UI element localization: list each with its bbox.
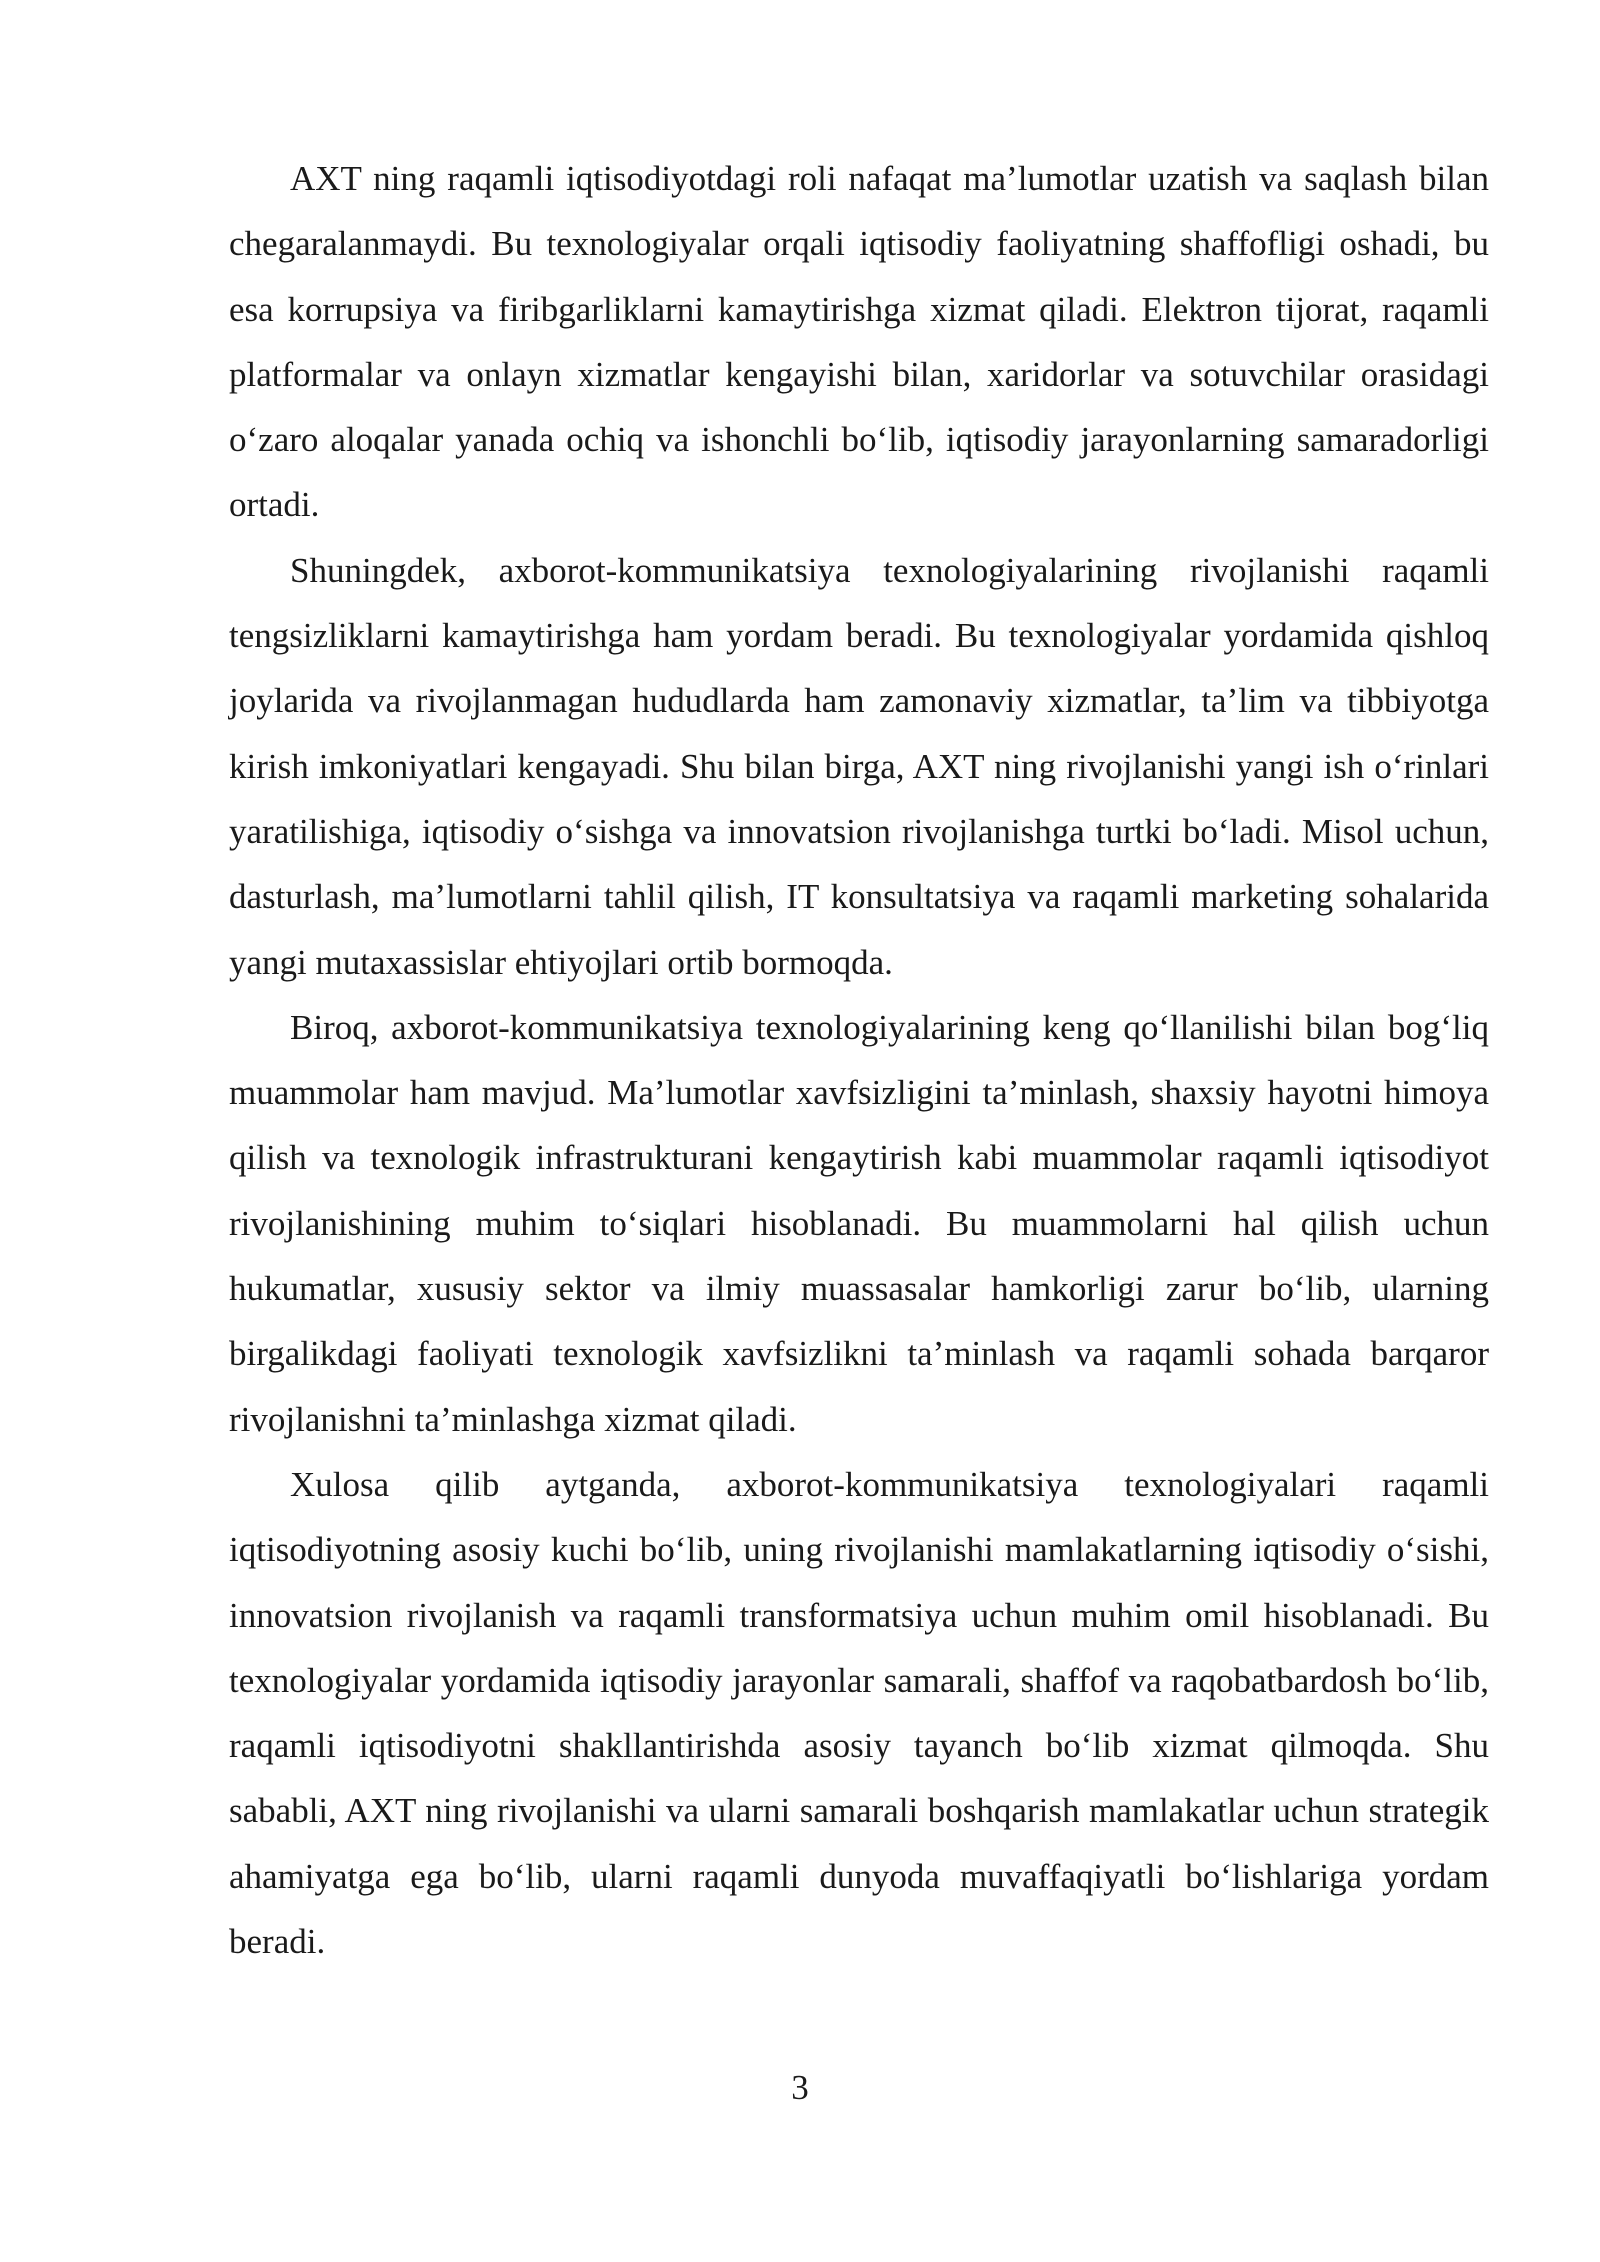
paragraph-2: Shuningdek, axborot-kommunikatsiya texnologiyalarining rivojlanishi raqamli tengsizliklarni kamaytirishga ham yordam beradi. Bu texnologiyalar yordamida qishloq joylarida va rivojlanmagan hududlarda ham zamonaviy xizmatlar, ta’lim va tibbiyotga kirish imkoniyatlari kengayadi. Shu bilan birga, AXT ning rivojlanishi yangi ish o‘rinlari yaratilishiga, iqtisodiy o‘sishga va innovatsion rivojlanishga turtki bo‘ladi. Misol uchun, dasturlash, ma’lumotlarni tahlil qilish, IT konsultatsiya va raqamli marketing sohalarida yangi mutaxassislar ehtiyojlari ortib bormoqda. (229, 550, 1489, 982)
paragraph-3: Biroq, axborot-kommunikatsiya texnologiyalarining keng qo‘llanilishi bilan bog‘liq muammolar ham mavjud. Ma’lumotlar xavfsizligini ta’minlash, shaxsiy hayotni himoya qilish va texnologik infrastrukturani kengaytirish kabi muammolar raqamli iqtisodiyot rivojlanishining muhim to‘siqlari hisoblanadi. Bu muammolarni hal qilish uchun hukumatlar, xususiy sektor va ilmiy muassasalar hamkorligi zarur bo‘lib, ularning birgalikdagi faoliyati texnologik xavfsizlikni ta’minlash va raqamli sohada barqaror rivojlanishni ta’minlashga xizmat qiladi. (229, 1007, 1489, 1439)
paragraph-1: AXT ning raqamli iqtisodiyotdagi roli nafaqat ma’lumotlar uzatish va saqlash bilan chegaralanmaydi. Bu texnologiyalar orqali iqtisodiy faoliyatning shaffofligi oshadi, bu esa korrupsiya va firibgarliklarni kamaytirishga xizmat qiladi. Elektron tijorat, raqamli platformalar va onlayn xizmatlar kengayishi bilan, xaridorlar va sotuvchilar orasidagi o‘zaro aloqalar yanada ochiq va ishonchli bo‘lib, iqtisodiy jarayonlarning samaradorligi ortadi. (229, 159, 1489, 525)
paragraph-4: Xulosa qilib aytganda, axborot-kommunikatsiya texnologiyalari raqamli iqtisodiyotning asosiy kuchi bo‘lib, uning rivojlanishi mamlakatlarning iqtisodiy o‘sishi, innovatsion rivojlanish va raqamli transformatsiya uchun muhim omil hisoblanadi. Bu texnologiyalar yordamida iqtisodiy jarayonlar samarali, shaffof va raqobatbardosh bo‘lib, raqamli iqtisodiyotni shakllantirishda asosiy tayanch bo‘lib xizmat qilmoqda. Shu sababli, AXT ning rivojlanishi va ularni samarali boshqarish mamlakatlar uchun strategik ahamiyatga ega bo‘lib, ularni raqamli dunyoda muvaffaqiyatli bo‘lishlariga yordam beradi. (229, 1464, 1489, 1962)
page-number: 3 (791, 2068, 809, 2107)
document-body (229, 146, 1489, 1974)
